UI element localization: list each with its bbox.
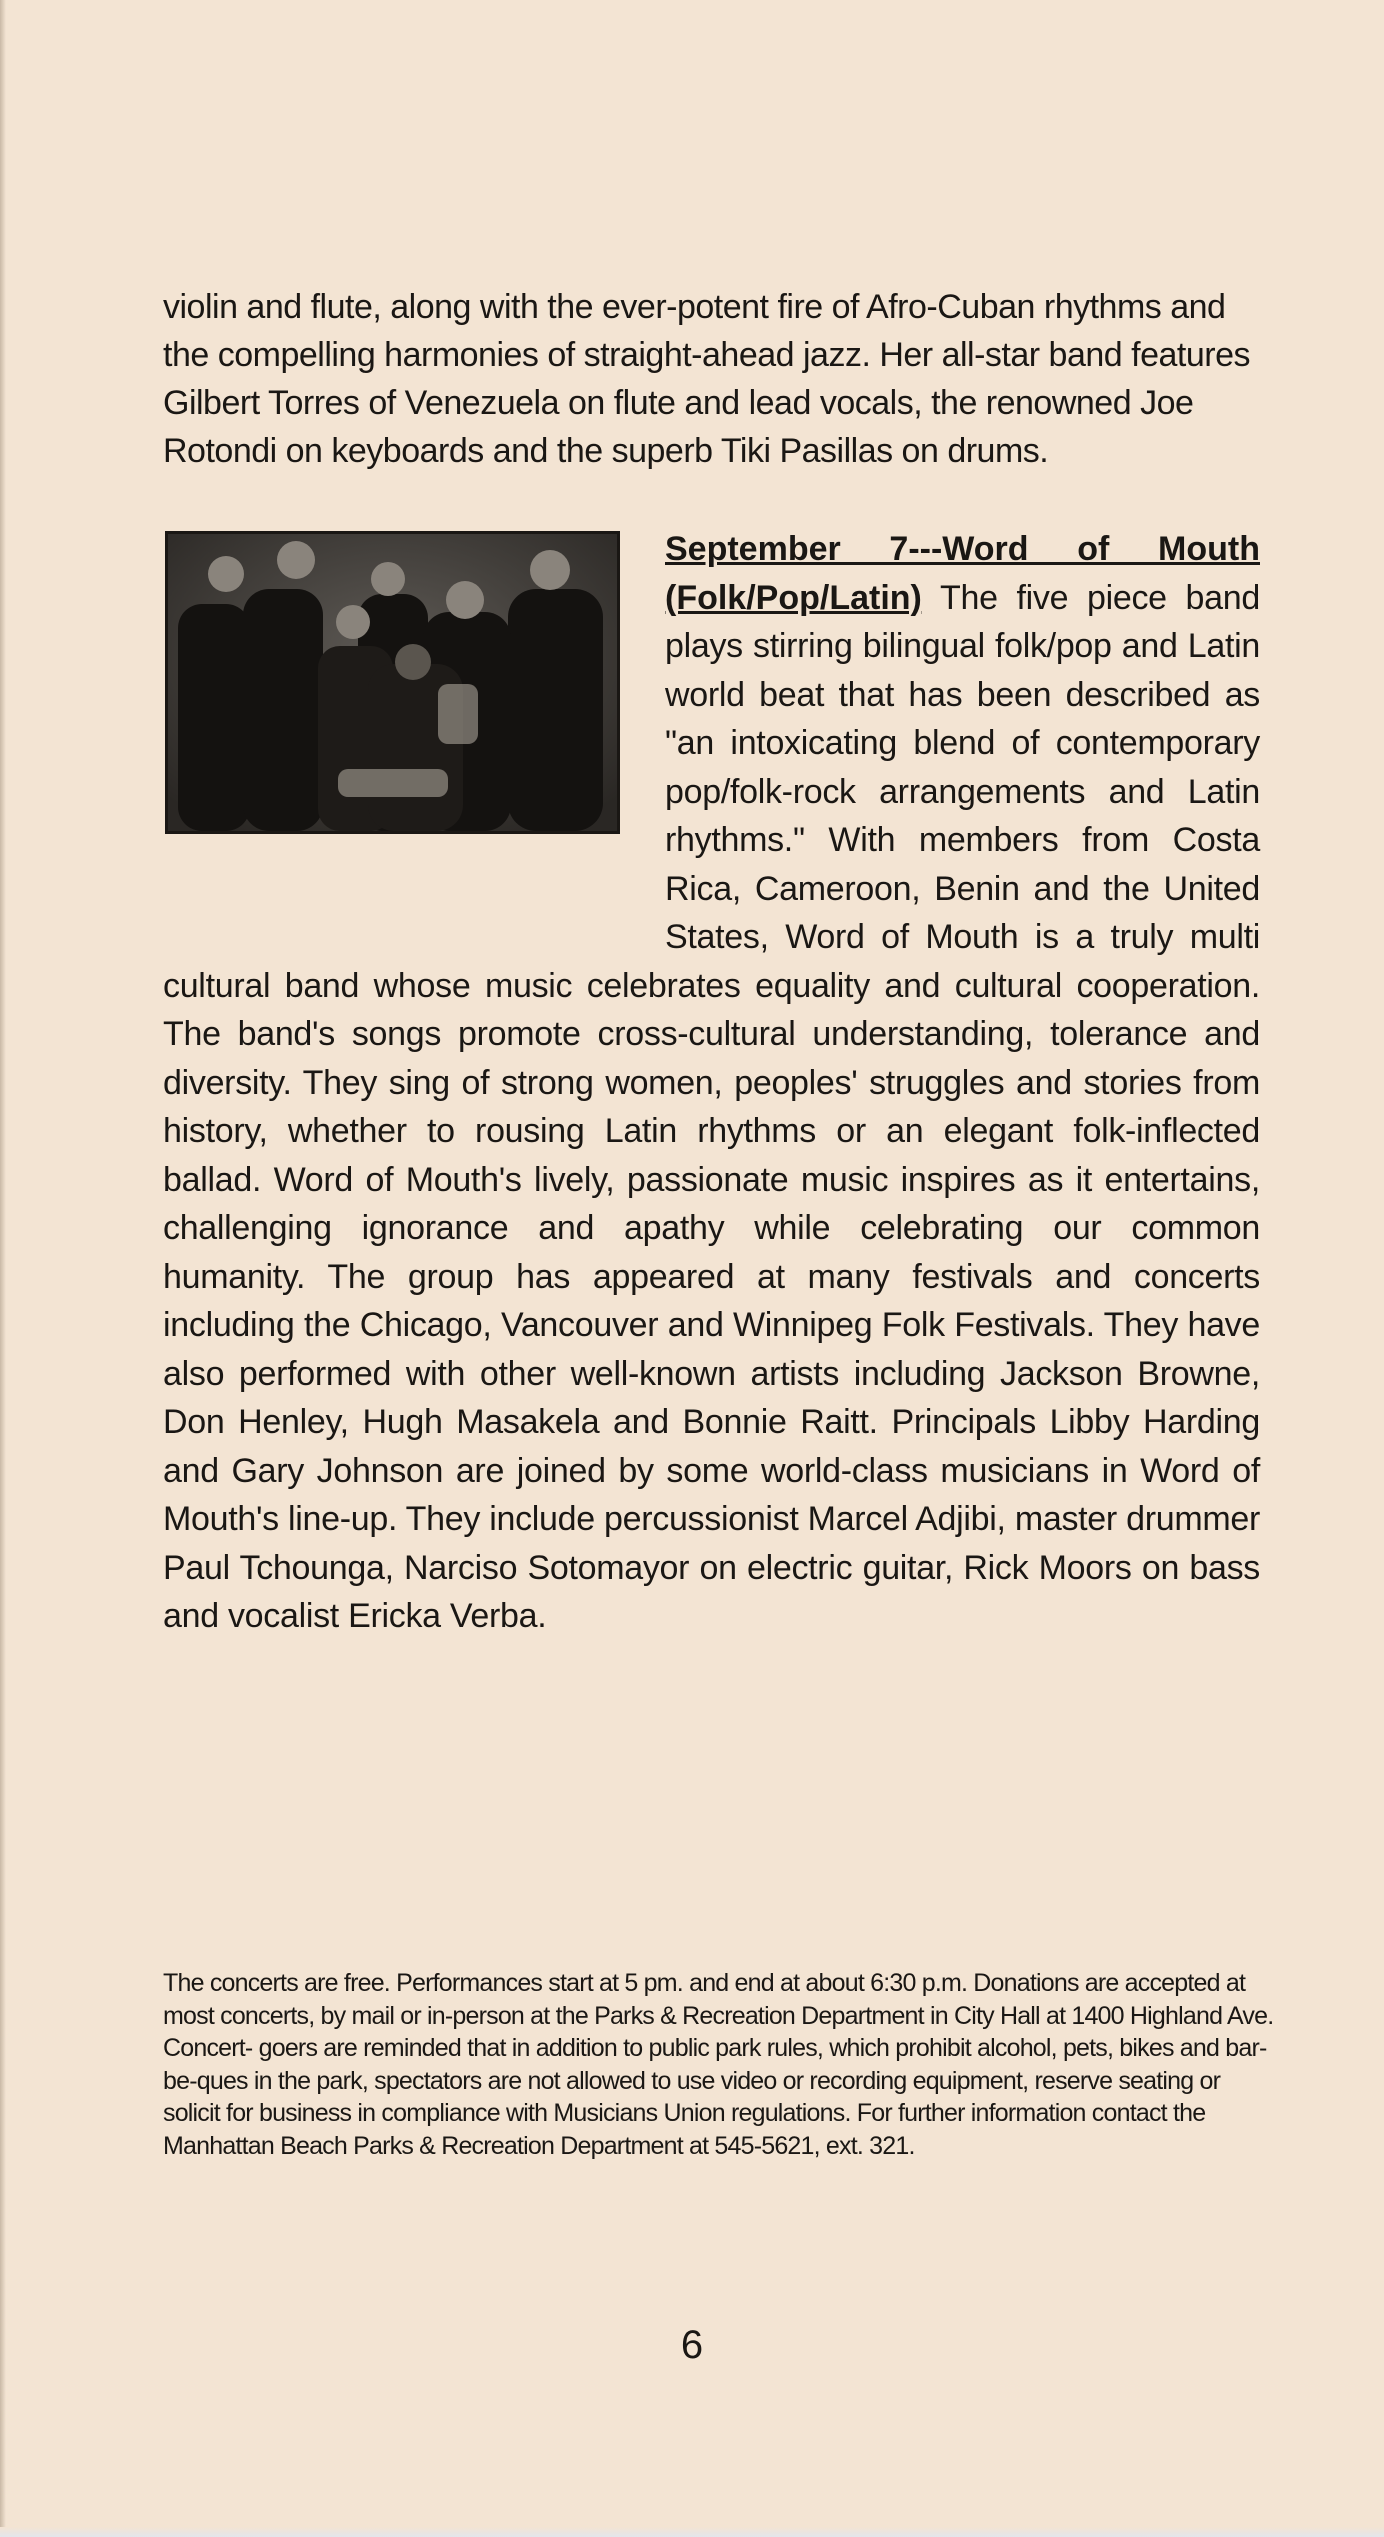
page-number: 6 xyxy=(680,2323,704,2367)
article-word-of-mouth xyxy=(163,525,1260,1641)
footer-note: The concerts are free. Performances start at 5 pm. and end at about 6:30 p.m. Donations are accepted at most concerts, by mail or in-person at the Parks & Recreation Department in City Hall at 1400 Highland Ave. Concert- goers are reminded that in addition to public park rules, which prohibit alcohol, pets, bikes and bar-be-ques in the park, spectators are not allowed to use video or recording equipment, reserve seating or solicit for business in compliance with Musicians Union regulations. For further information contact the Manhattan Beach Parks & Recreation Department at 545-5621, ext. 321. xyxy=(163,1969,1274,2160)
article-body: The five piece band plays stirring bilingual folk/pop and Latin world beat that has been described as "an intoxicating blend of contemporary pop/folk-rock arrangements and Latin rhythms." With members from Costa Rica, Cameroon, Benin and the United States, Word of Mouth is a truly multi cultural band whose music celebrates equality and cultural cooperation. The band's songs promote cross-cultural understanding, tolerance and diversity. They sing of strong women, peoples' struggles and stories from history, whether to rousing Latin rhythms or an elegant folk-inflected ballad. Word of Mouth's lively, passionate music inspires as it entertains, challenging ignorance and apathy while celebrating our common humanity. The group has appeared at many festivals and concerts including the Chicago, Vancouver and Winnipeg Folk Festivals. They have also performed with other well-known artists including Jackson Browne, Don Henley, Hugh Masakela and Bonnie Raitt. Principals Libby Harding and Gary Johnson are joined by some world-class musicians in Word of Mouth's line-up. They include percussionist Marcel Adjibi, master drummer Paul Tchounga, Narciso Sotomayor on electric guitar, Rick Moors on bass and vocalist Ericka Verba. xyxy=(163,578,1260,1635)
page-edge-shadow xyxy=(0,0,6,2537)
page-bottom-edge xyxy=(0,2527,1384,2537)
intro-paragraph: violin and flute, along with the ever-potent fire of Afro-Cuban rhythms and the compelling harmonies of straight-ahead jazz. Her all-star band features Gilbert Torres of Venezuela on flute and lead vocals, the renowned Joe Rotondi on keyboards and the superb Tiki Pasillas on drums. xyxy=(163,288,1250,470)
photo-spacer xyxy=(163,525,665,960)
article-heading: September 7---Word of Mouth (Folk/Pop/Latin) xyxy=(665,530,1260,617)
